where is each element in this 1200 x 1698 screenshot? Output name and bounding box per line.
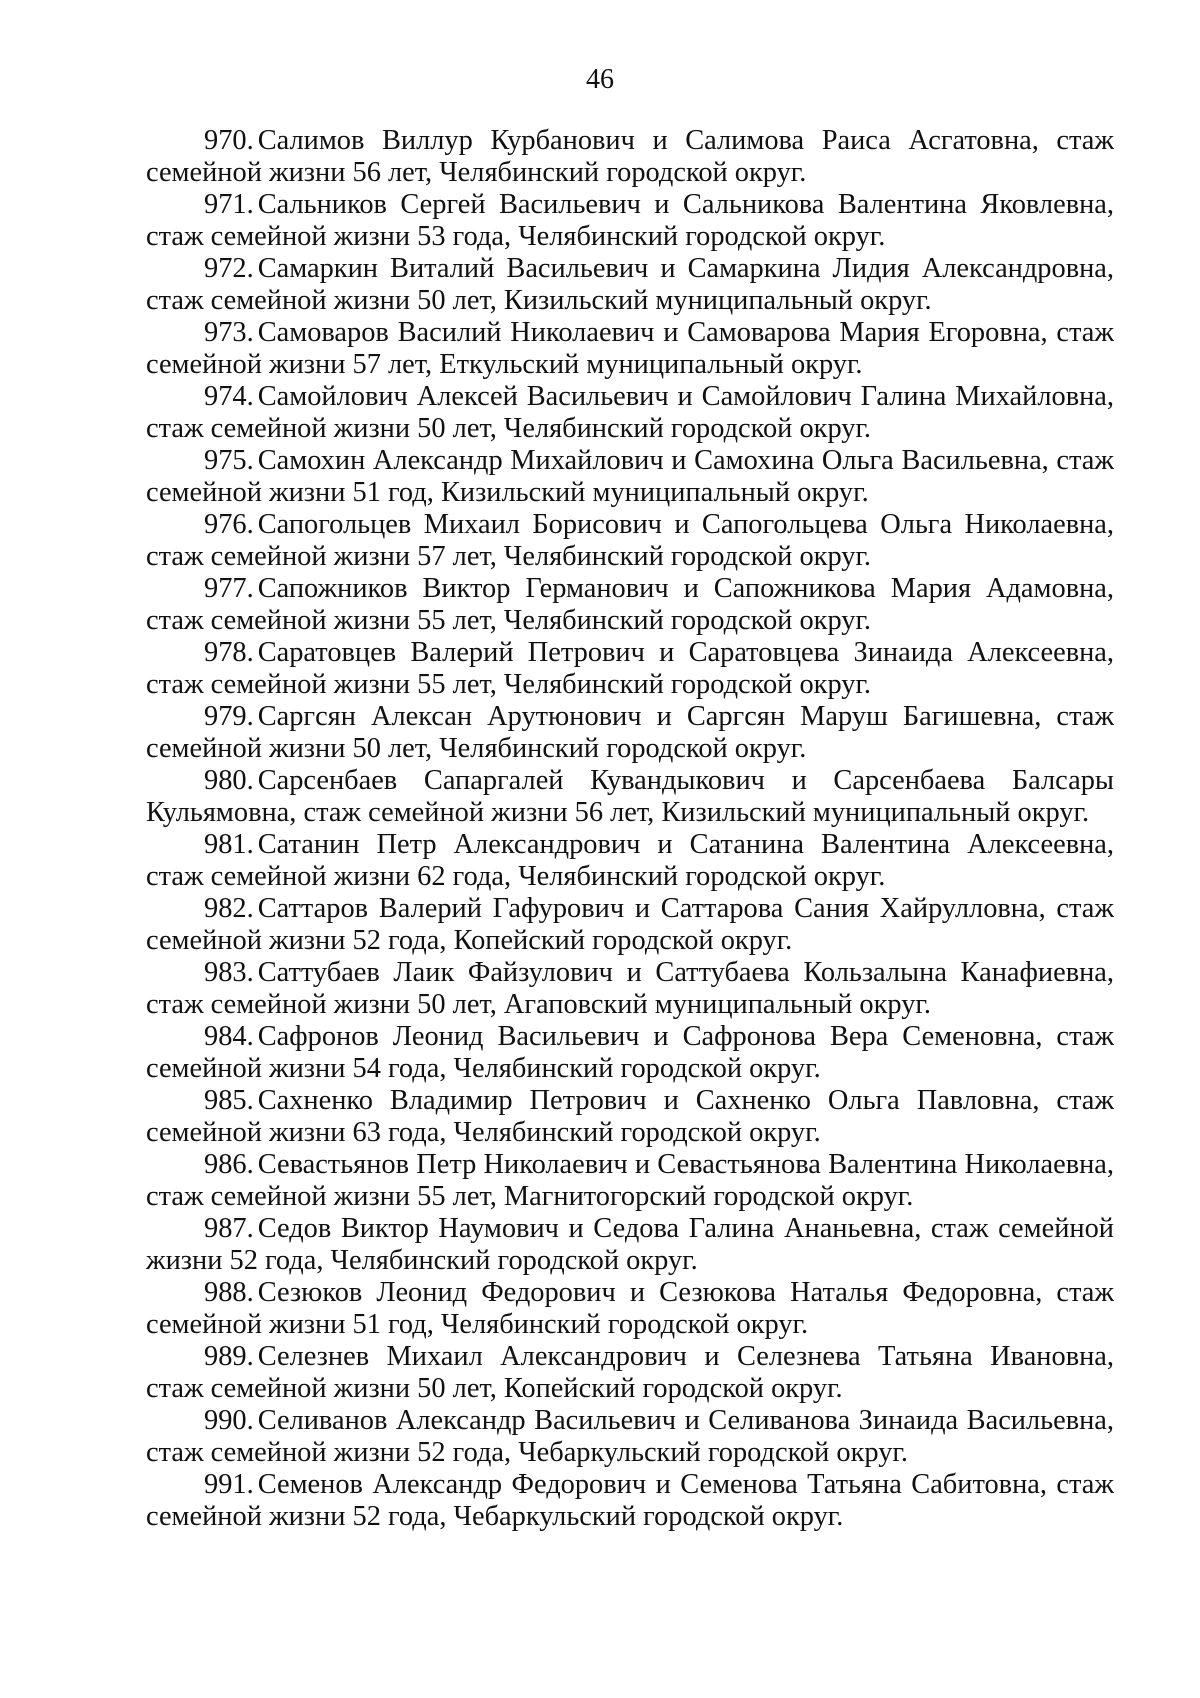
entry-number: 984. xyxy=(204,1021,254,1052)
entry-text: Седов Виктор Наумович и Седова Галина Ананьевна, стаж семейной жизни 52 года, Челябинский городской округ. xyxy=(146,1213,1114,1276)
entry-number: 982. xyxy=(204,893,254,924)
list-item xyxy=(146,1469,1114,1533)
entry-number: 976. xyxy=(204,509,254,540)
list-item xyxy=(146,445,1114,509)
entry-text: Самойлович Алексей Васильевич и Самойлович Галина Михайловна, стаж семейной жизни 50 лет, Челябинский городской округ. xyxy=(146,381,1114,444)
list-item xyxy=(146,317,1114,381)
entry-number: 990. xyxy=(204,1405,254,1436)
entry-number: 977. xyxy=(204,573,254,604)
entry-text: Сапогольцев Михаил Борисович и Сапогольцева Ольга Николаевна, стаж семейной жизни 57 лет, Челябинский городской округ. xyxy=(146,509,1114,572)
entry-text: Сатанин Петр Александрович и Сатанина Валентина Алексеевна, стаж семейной жизни 62 года, Челябинский городской округ. xyxy=(146,829,1114,892)
entry-text: Саттаров Валерий Гафурович и Саттарова Сания Хайрулловна, стаж семейной жизни 52 года, Копейский городской округ. xyxy=(146,893,1114,956)
entry-text: Самаркин Виталий Васильевич и Самаркина Лидия Александровна, стаж семейной жизни 50 лет, Кизильский муниципальный округ. xyxy=(146,253,1114,316)
list-item xyxy=(146,1213,1114,1277)
entry-number: 985. xyxy=(204,1085,254,1116)
list-item xyxy=(146,957,1114,1021)
entry-text: Самоваров Василий Николаевич и Самоварова Мария Егоровна, стаж семейной жизни 57 лет, Еткульский муниципальный округ. xyxy=(146,317,1114,380)
entry-number: 975. xyxy=(204,445,254,476)
entry-text: Селезнев Михаил Александрович и Селезнева Татьяна Ивановна, стаж семейной жизни 50 лет, Копейский городской округ. xyxy=(146,1341,1114,1404)
list-item xyxy=(146,253,1114,317)
list-item xyxy=(146,893,1114,957)
list-item xyxy=(146,509,1114,573)
list-item xyxy=(146,701,1114,765)
entry-number: 973. xyxy=(204,317,254,348)
entry-text: Семенов Александр Федорович и Семенова Татьяна Сабитовна, стаж семейной жизни 52 года, Чебаркульский городской округ. xyxy=(146,1469,1114,1532)
list-item xyxy=(146,1405,1114,1469)
list-item xyxy=(146,381,1114,445)
entry-number: 986. xyxy=(204,1149,254,1180)
list-item xyxy=(146,125,1114,189)
entry-text: Салимов Виллур Курбанович и Салимова Раиса Асгатовна, стаж семейной жизни 56 лет, Челябинский городской округ. xyxy=(146,125,1114,188)
list-item xyxy=(146,1085,1114,1149)
list-item xyxy=(146,189,1114,253)
list-item xyxy=(146,1341,1114,1405)
entry-number: 989. xyxy=(204,1341,254,1372)
entry-number: 970. xyxy=(204,125,254,156)
entry-number: 971. xyxy=(204,189,254,220)
entry-text: Сапожников Виктор Германович и Сапожникова Мария Адамовна, стаж семейной жизни 55 лет, Челябинский городской округ. xyxy=(146,573,1114,636)
entry-text: Сафронов Леонид Васильевич и Сафронова Вера Семеновна, стаж семейной жизни 54 года, Челябинский городской округ. xyxy=(146,1021,1114,1084)
entry-text: Саратовцев Валерий Петрович и Саратовцева Зинаида Алексеевна, стаж семейной жизни 55 лет, Челябинский городской округ. xyxy=(146,637,1114,700)
entry-number: 988. xyxy=(204,1277,254,1308)
list-item xyxy=(146,829,1114,893)
entry-text: Саргсян Алексан Арутюнович и Саргсян Маруш Багишевна, стаж семейной жизни 50 лет, Челябинский городской округ. xyxy=(146,701,1114,764)
entry-number: 974. xyxy=(204,381,254,412)
entry-number: 987. xyxy=(204,1213,254,1244)
entry-text: Севастьянов Петр Николаевич и Севастьянова Валентина Николаевна, стаж семейной жизни 55 лет, Магнитогорский городской округ. xyxy=(146,1149,1114,1212)
list-item xyxy=(146,1277,1114,1341)
entry-text: Сезюков Леонид Федорович и Сезюкова Наталья Федоровна, стаж семейной жизни 51 год, Челябинский городской округ. xyxy=(146,1277,1114,1340)
entry-text: Саттубаев Лаик Файзулович и Саттубаева Кользалына Канафиевна, стаж семейной жизни 50 лет, Агаповский муниципальный округ. xyxy=(146,957,1114,1020)
entry-number: 983. xyxy=(204,957,254,988)
entry-text: Сальников Сергей Васильевич и Сальникова Валентина Яковлевна, стаж семейной жизни 53 года, Челябинский городской округ. xyxy=(146,189,1114,252)
entry-number: 978. xyxy=(204,637,254,668)
entry-number: 981. xyxy=(204,829,254,860)
entry-text: Селиванов Александр Васильевич и Селиванова Зинаида Васильевна, стаж семейной жизни 52 года, Чебаркульский городской округ. xyxy=(146,1405,1114,1468)
list-item xyxy=(146,637,1114,701)
list-item xyxy=(146,573,1114,637)
list-item xyxy=(146,1021,1114,1085)
entry-text: Сарсенбаев Сапаргалей Кувандыкович и Сарсенбаева Балсары Кульямовна, стаж семейной жизни 56 лет, Кизильский муниципальный округ. xyxy=(146,765,1114,828)
entry-number: 980. xyxy=(204,765,254,796)
entry-text: Сахненко Владимир Петрович и Сахненко Ольга Павловна, стаж семейной жизни 63 года, Челябинский городской округ. xyxy=(146,1085,1114,1148)
entries-list xyxy=(146,125,1114,1533)
list-item xyxy=(146,1149,1114,1213)
entry-text: Самохин Александр Михайлович и Самохина Ольга Васильевна, стаж семейной жизни 51 год, Кизильский муниципальный округ. xyxy=(146,445,1114,508)
entry-number: 979. xyxy=(204,701,254,732)
entry-number: 972. xyxy=(204,253,254,284)
entry-number: 991. xyxy=(204,1469,254,1500)
page-number: 46 xyxy=(586,64,614,95)
list-item xyxy=(146,765,1114,829)
